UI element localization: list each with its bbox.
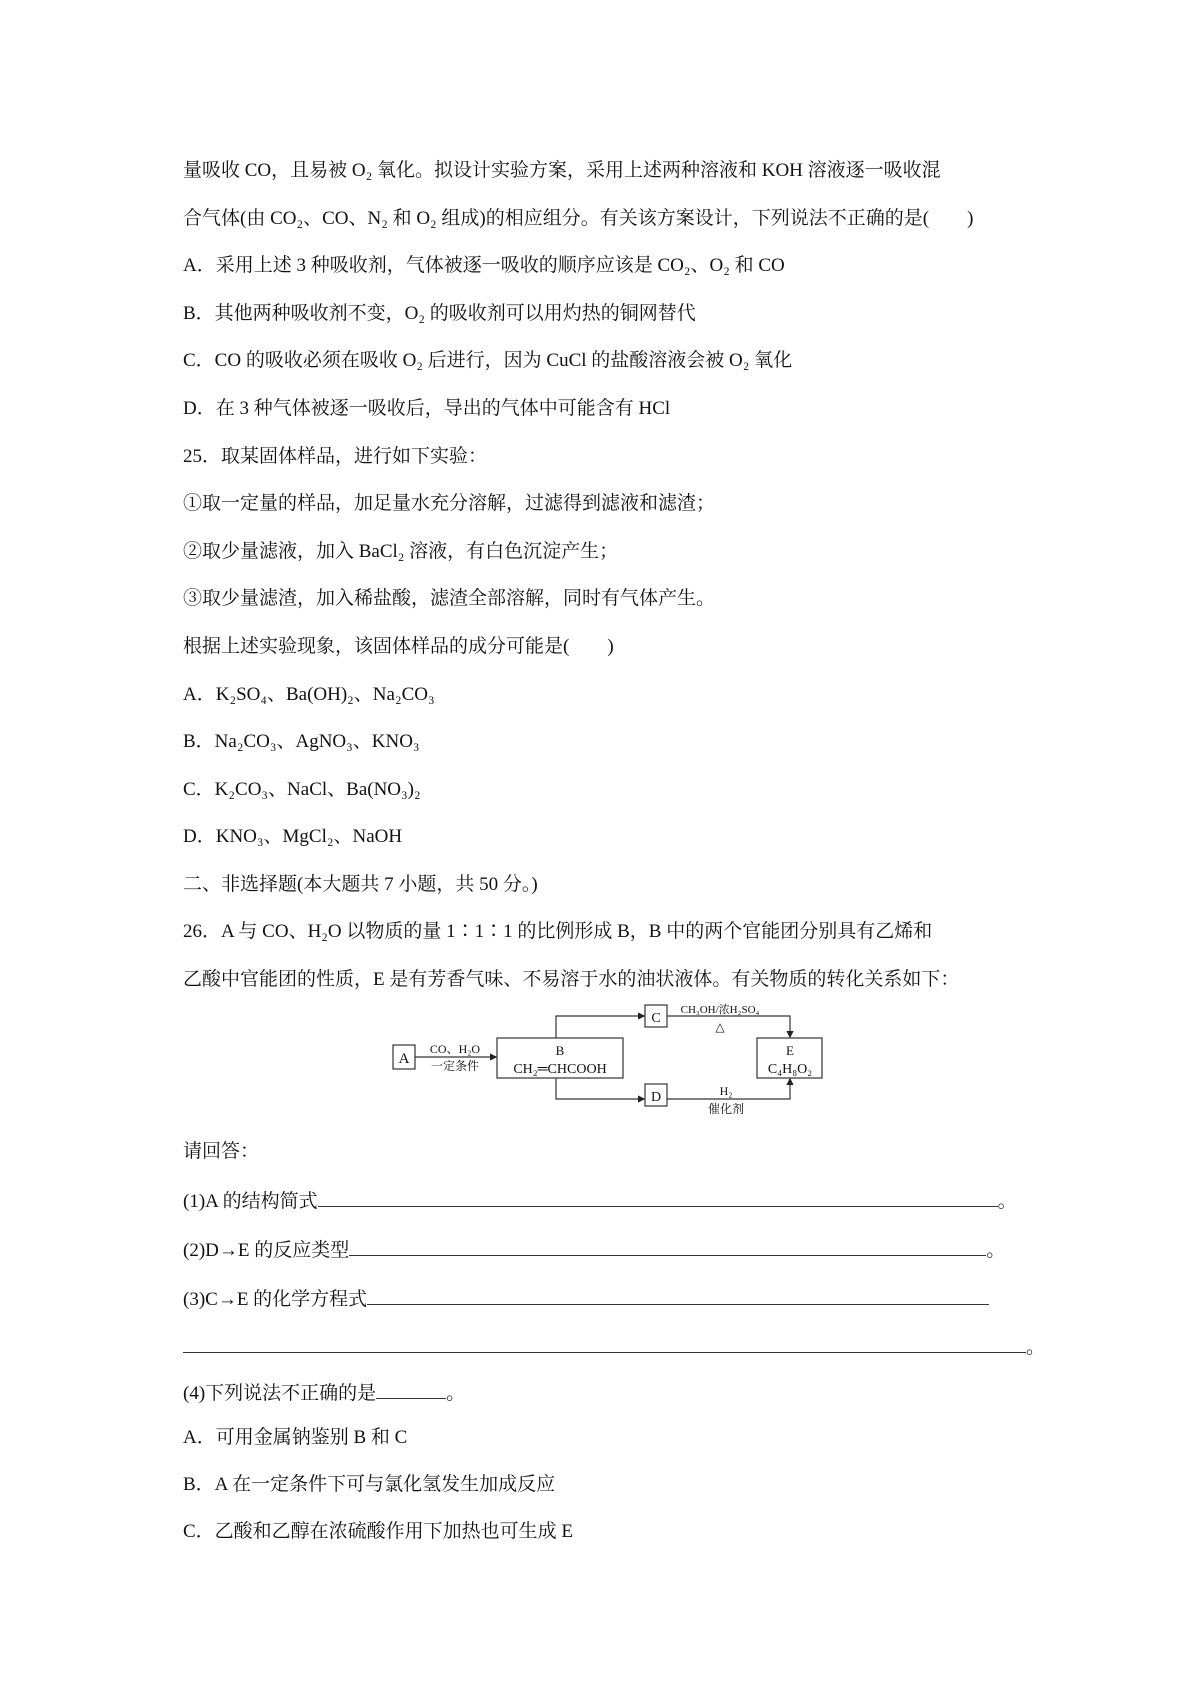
q24-option-d: D．在 3 种气体被逐一吸收后，导出的气体中可能含有 HCl [183, 398, 671, 419]
q24-option-a: A．采用上述 3 种吸收剂，气体被逐一吸收的顺序应该是 CO₂、O₂ 和 CO [183, 255, 785, 276]
label-c-e-heat: △ [715, 1020, 725, 1034]
q25-option-b: B．Na₂CO₃、AgNO₃、KNO₃ [183, 731, 420, 752]
label-c-e-reagent: CH₃OH/浓H₂SO₄ [680, 1004, 760, 1016]
node-c: C [651, 1011, 661, 1026]
q26-option-c: C．乙酸和乙醇在浓硫酸作用下加热也可生成 E [183, 1521, 574, 1542]
q26-prompt: 请回答： [183, 1141, 260, 1162]
q25-step-2: ②取少量滤液，加入 BaCl₂ 溶液，有白色沉淀产生； [183, 541, 619, 562]
period: 。 [986, 1240, 1006, 1261]
q26-stem-line-1: 26．A 与 CO、H₂O 以物质的量 1∶1∶1 的比例形成 B，B 中的两个官能团分别具有乙烯和 [183, 921, 933, 942]
q25-step-1: ①取一定量的样品，加足量水充分溶解，过滤得到滤液和滤渣； [183, 493, 716, 514]
answer-blank-2[interactable] [349, 1237, 986, 1256]
q25-stem: 25．取某固体样品，进行如下实验： [183, 446, 488, 467]
q26-sub-2 [183, 1237, 1005, 1263]
answer-blank-3a[interactable] [367, 1286, 989, 1305]
q25-step-3: ③取少量滤渣，加入稀盐酸，滤渣全部溶解，同时有气体产生。 [183, 588, 716, 609]
reaction-diagram [390, 1003, 830, 1123]
answer-blank-4[interactable] [376, 1380, 446, 1399]
q25-option-a: A．K₂SO₄、Ba(OH)₂、Na₂CO₃ [183, 684, 435, 705]
arrow-b-d [556, 1078, 644, 1099]
sub-3-label: (3)C→E 的化学方程式 [183, 1289, 368, 1310]
q25-question: 根据上述实验现象，该固体样品的成分可能是( ) [183, 636, 614, 657]
q24-option-c: C．CO 的吸收必须在吸收 O₂ 后进行，因为 CuCl 的盐酸溶液会被 O₂ 氧化 [183, 350, 793, 371]
answer-blank-1[interactable] [318, 1188, 998, 1207]
label-d-e-reagent: H₂ [719, 1084, 733, 1098]
node-e-formula: C₄H₈O₂ [767, 1062, 813, 1077]
sub-4-label: (4)下列说法不正确的是 [183, 1383, 377, 1404]
period: 。 [446, 1383, 466, 1404]
period: 。 [997, 1191, 1017, 1212]
q26-option-b: B．A 在一定条件下可与氯化氢发生加成反应 [183, 1474, 556, 1495]
node-a: A [398, 1051, 410, 1067]
q26-stem-line-2: 乙酸中官能团的性质，E 是有芳香气味、不易溶于水的油状液体。有关物质的转化关系如下： [183, 969, 960, 990]
q26-sub-4 [183, 1380, 465, 1406]
node-b-label: B [555, 1043, 565, 1058]
node-d: D [650, 1090, 662, 1105]
sub-1-label: (1)A 的结构简式 [183, 1191, 318, 1212]
node-e-label: E [786, 1043, 794, 1058]
sub-2-label: (2)D→E 的反应类型 [183, 1240, 350, 1261]
q25-option-c: C．K₂CO₃、NaCl、Ba(NO₃)₂ [183, 779, 421, 800]
answer-blank-3b[interactable] [183, 1334, 1026, 1353]
arrow-c-e [667, 1016, 790, 1037]
period: 。 [1026, 1337, 1046, 1358]
q24-stem-line-1: 量吸收 CO，且易被 O₂ 氧化。拟设计实验方案，采用上述两种溶液和 KOH 溶液逐一吸收混 [183, 160, 941, 181]
label-a-b-condition: 一定条件 [430, 1059, 480, 1073]
label-d-e-catalyst: 催化剂 [707, 1102, 745, 1116]
q26-option-a: A．可用金属钠鉴别 B 和 C [183, 1427, 408, 1448]
q26-sub-3 [183, 1286, 989, 1312]
q24-stem-line-2: 合气体(由 CO₂、CO、N₂ 和 O₂ 组成)的相应组分。有关该方案设计，下列说法不正确的是( ) [183, 208, 974, 229]
arrow-b-c [556, 1016, 644, 1038]
label-a-b-reagent: CO、H₂O [429, 1042, 481, 1056]
q24-option-b: B．其他两种吸收剂不变，O₂ 的吸收剂可以用灼热的铜网替代 [183, 303, 696, 324]
section-heading: 二、非选择题(本大题共 7 小题，共 50 分。) [183, 874, 538, 895]
q25-option-d: D．KNO₃、MgCl₂、NaOH [183, 826, 403, 847]
q26-sub-3-cont [183, 1334, 1045, 1360]
node-b-formula: CH₂═CHCOOH [513, 1062, 607, 1077]
q26-sub-1 [183, 1188, 1017, 1214]
